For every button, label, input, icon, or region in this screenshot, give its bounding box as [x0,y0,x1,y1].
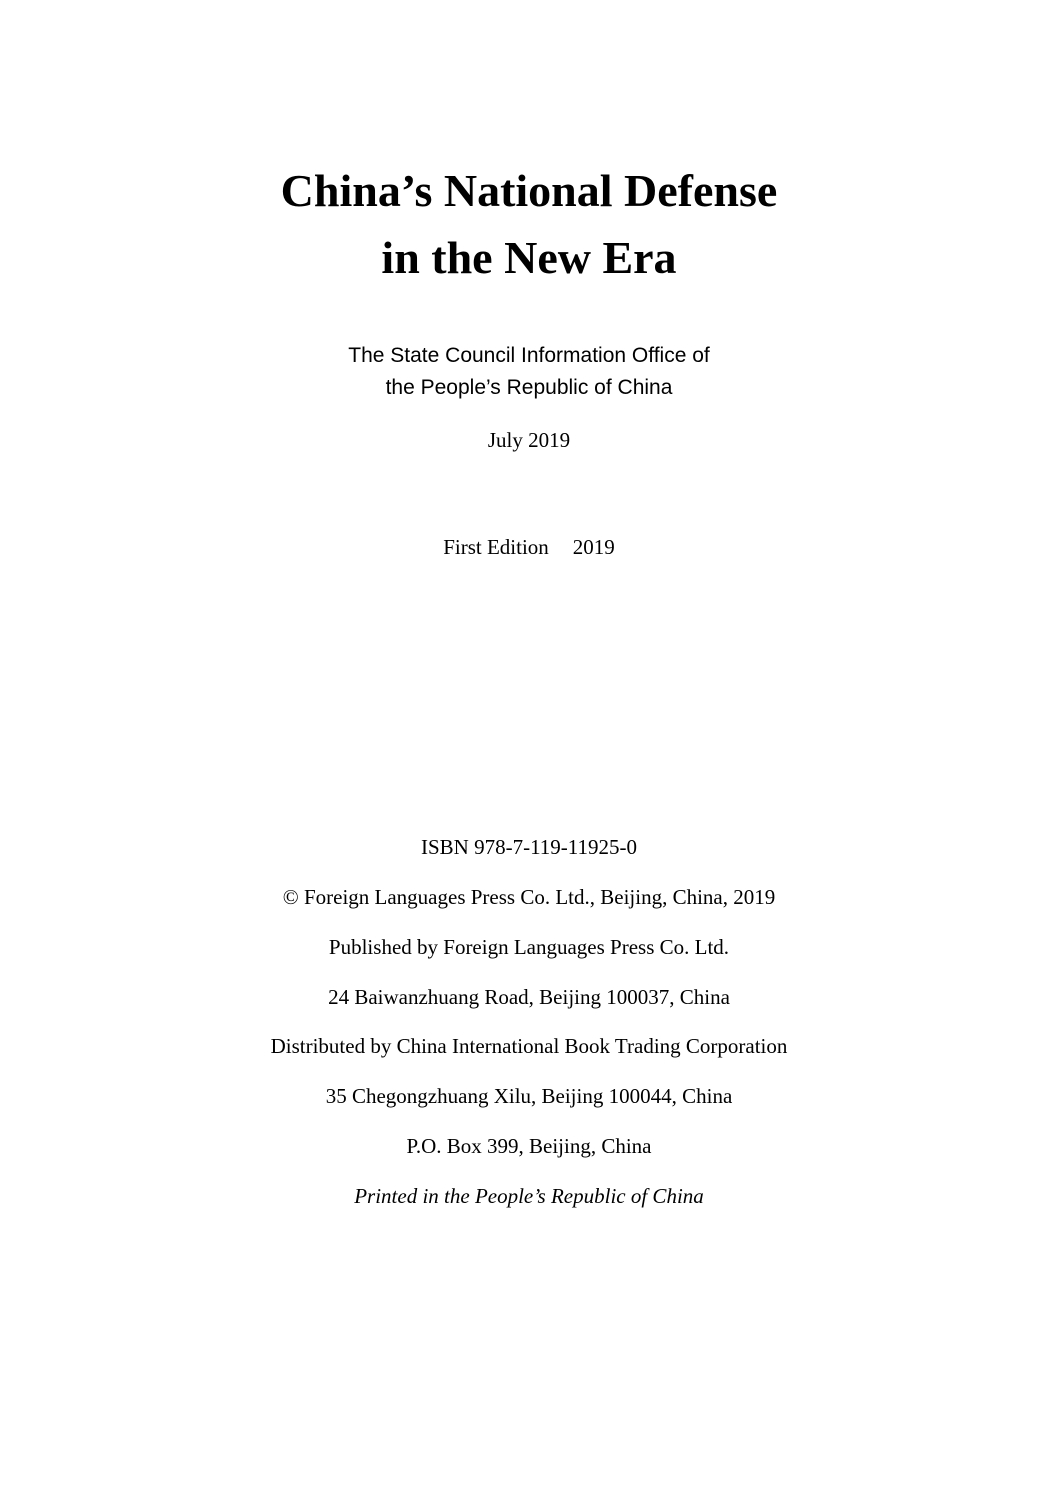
publisher: Published by Foreign Languages Press Co. Ltd. [328,935,730,959]
title-line-1: China’s National Defense [280,165,778,216]
publication-date: July 2019 [487,428,571,452]
isbn: ISBN 978-7-119-11925-0 [420,835,637,859]
edition-line [0,533,1058,561]
author-line-2: the People’s Republic of China [385,376,673,399]
publisher-address: 24 Baiwanzhuang Road, Beijing 100037, China [328,985,730,1009]
copyright-notice: © Foreign Languages Press Co. Ltd., Beijing, China, 2019 [282,885,776,909]
edition-year: 2019 [572,535,615,559]
author-line-1: The State Council Information Office of [348,344,710,367]
po-box: P.O. Box 399, Beijing, China [406,1134,652,1158]
distributor: Distributed by China International Book Trading Corporation [270,1034,788,1058]
edition-label: First Edition [443,535,549,559]
printed-in: Printed in the People’s Republic of China [354,1184,704,1208]
title-line-2: in the New Era [381,232,677,283]
distributor-address: 35 Chegongzhuang Xilu, Beijing 100044, China [325,1084,733,1108]
